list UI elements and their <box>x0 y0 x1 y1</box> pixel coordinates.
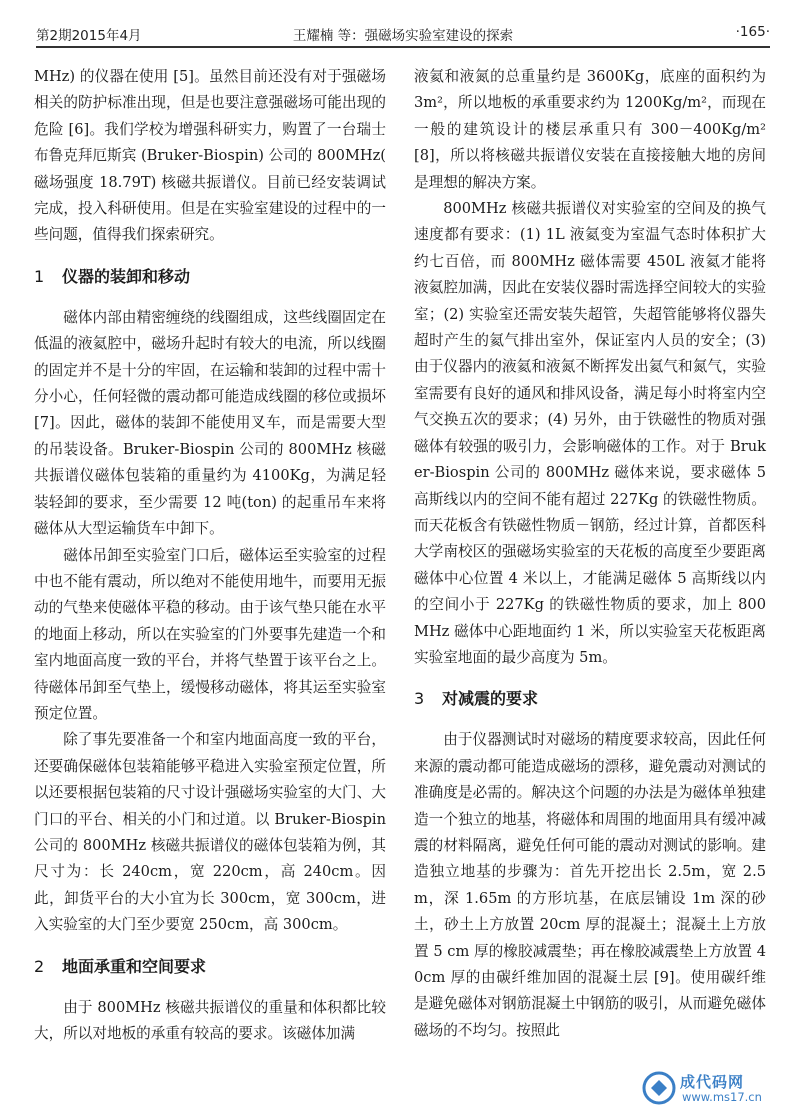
paragraph: 由于仪器测试时对磁场的精度要求较高，因此任何来源的震动都可能造成磁场的漂移，避免震动对测试的准确度是必需的。解决这个问题的办法是为磁体单独建造一个独立的地基，将磁体和周围的地面用具有缓冲减震的材料隔离，避免任何可能的震动对测试的影响。建造独立地基的步骤为：首先开挖出长 2.5m，宽 2.5m，深 1.65m 的方形坑基，在底层铺设 1m 深的砂土，砂土上方放置 20cm 厚的混凝土；混凝土上方放置 5 cm 厚的橡胶减震垫；再在橡胶减震垫上方放置 40cm 厚的由碳纤维加固的混凝土层 [9]。使用碳纤维是避免磁体对钢筋混凝土中钢筋的吸引，从而避免磁体磁场的不均匀。按照此 <box>414 731 766 1039</box>
paragraph: 由于 800MHz 核磁共振谱仪的重量和体积都比较大，所以对地板的承重有较高的要求。该磁体加满 <box>34 998 386 1042</box>
section-title: 地面承重和空间要求 <box>62 956 207 976</box>
section-number: 2 <box>34 956 45 976</box>
watermark-text: 成代码网 <box>680 1073 745 1091</box>
page-number: ·165· <box>735 24 770 40</box>
section-heading-3 <box>414 671 766 727</box>
section-heading-1 <box>34 249 386 305</box>
paragraph: 液氦和液氮的总重量约是 3600Kg，底座的面积约为 3m²，所以地板的承重要求约为 1200Kg/m²，而现在一般的建筑设计的楼层承重只有 300－400Kg/m²[8]，所以将核磁共振谱仪安装在直接接触大地的房间是理想的解决方案。 <box>414 68 766 191</box>
paragraph: 磁体吊卸至实验室门口后，磁体运至实验室的过程中也不能有震动，所以绝对不能使用地牛，而要用无振动的气垫来使磁体平稳的移动。由于该气垫只能在水平的地面上移动，所以在实验室的门外要事先建造一个和室内地面高度一致的平台，并将气垫置于该平台之上。待磁体吊卸至气垫上，缓慢移动磁体，将其运至实验室预定位置。 <box>34 546 386 722</box>
watermark-logo-icon <box>642 1071 676 1105</box>
paragraph: 磁体内部由精密缠绕的线圈组成，这些线圈固定在低温的液氦腔中，磁场升起时有较大的电流，所以线圈的固定并不是十分的牢固，在运输和装卸的过程中需十分小心，任何轻微的震动都可能造成线圈的移位或损坏 [7]。因此，磁体的装卸不能使用叉车，而是需要大型的吊装设备。Bruker-Biospin 公司的 800MHz 核磁共振谱仪磁体包装箱的重量约为 4100Kg，为满足轻装轻卸的要求，至少需要 12 吨(ton) 的起重吊车来将磁体从大型运输货车中卸下。 <box>34 308 386 538</box>
running-header <box>36 22 770 48</box>
paragraph: 800MHz 核磁共振谱仪对实验室的空间及的换气速度都有要求：(1) 1L 液氦变为室温气态时体积扩大约七百倍，而 800MHz 磁体需要 450L 液氦才能将液氦腔加满，因此在安装仪器时需选择空间较大的实验室；(2) 实验室还需安装失超管，失超管能够将仪器失超时产生的氦气排出室外，保证室内人员的安全；(3) 由于仪器内的液氦和液氮不断挥发出氦气和氮气，实验室需要有良好的通风和排风设备，满足每小时将室内空气交换五次的要求；(4) 另外，由于铁磁性的物质对强磁体有较强的吸引力，会影响磁体的工作。对于 Bruker-Biospin 公司的 800MHz 磁体来说，要求磁体 5 高斯线以内的空间不能有超过 227Kg 的铁磁性物质。而天花板含有铁磁性物质－钢筋，经过计算，首都医科大学南校区的强磁场实验室的天花板的高度至少要距离磁体中心位置 4 米以上，才能满足磁体 5 高斯线以内的空间小于 227Kg 的铁磁性物质的要求，加上 800MHz 磁体中心距地面约 1 米，所以实验室天花板距离实验室地面的最少高度为 5m。 <box>414 200 766 666</box>
site-watermark <box>642 1071 792 1109</box>
section-heading-2 <box>34 939 386 995</box>
right-column <box>414 64 766 1044</box>
section-title: 仪器的装卸和移动 <box>62 266 191 286</box>
section-number: 3 <box>414 689 425 709</box>
section-title: 对减震的要求 <box>442 689 539 709</box>
left-column <box>34 64 386 1047</box>
watermark-url: www.ms17.cn <box>682 1090 762 1104</box>
paragraph: MHz) 的仪器在使用 [5]。虽然目前还没有对于强磁场相关的防护标准出现，但是也要注意强磁场可能出现的危险 [6]。我们学校为增强科研实力，购置了一台瑞士布鲁克拜厄斯宾 (Bruker-Biospin) 公司的 800MHz( 磁场强度 18.79T) 核磁共振谱仪。目前已经安装调试完成，投入科研使用。但是在实验室建设的过程中的一些问题，值得我们探索研究。 <box>34 68 386 244</box>
header-rule <box>36 46 770 48</box>
paragraph: 除了事先要准备一个和室内地面高度一致的平台，还要确保磁体包装箱能够平稳进入实验室预定位置，所以还要根据包装箱的尺寸设计强磁场实验室的大门、大门口的平台、相关的小门和过道。以 Bruker-Biospin 公司的 800MHz 核磁共振谱仪的磁体包装箱为例，其尺寸为：长 240cm，宽 220cm，高 240cm。因此，卸货平台的大小宜为长 300cm，宽 300cm，进入实验室的大门至少要宽 250cm，高 300cm。 <box>34 731 386 934</box>
journal-issue: 第2期2015年4月 <box>36 28 142 44</box>
article-title-header: 王耀楠 等：强磁场实验室建设的探索 <box>292 28 514 44</box>
section-number: 1 <box>34 266 45 286</box>
